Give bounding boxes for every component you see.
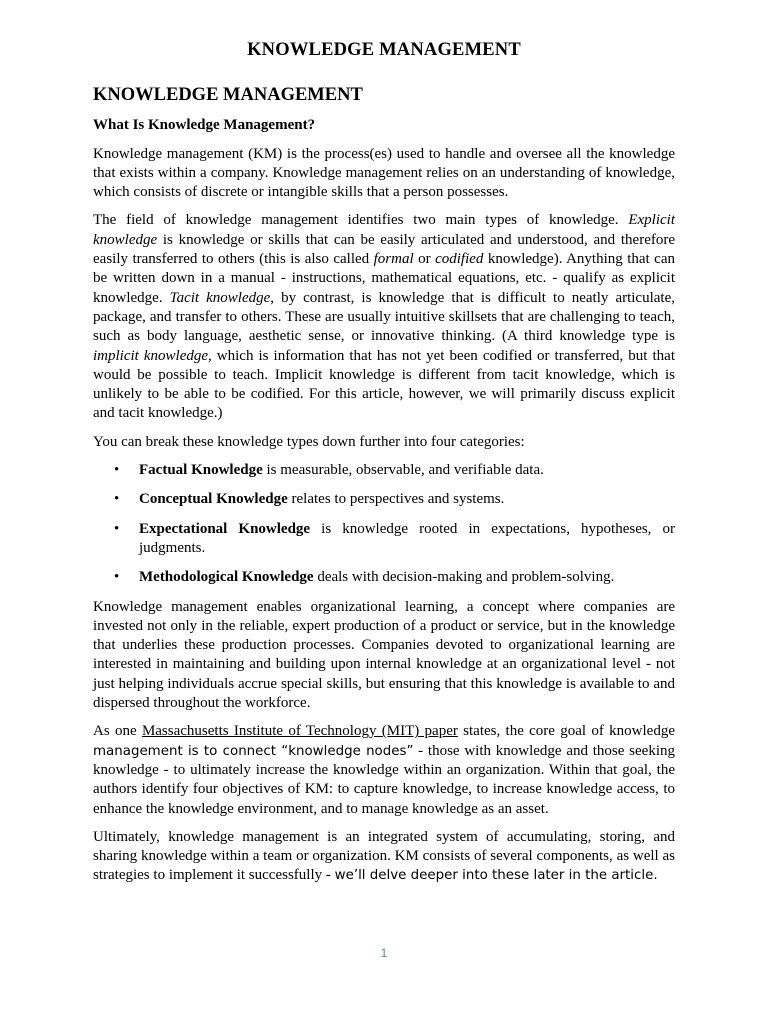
text-run: - those with knowledge and those seeking knowledge - to ultimately increase the knowledge within an organization. Within that goal, the authors identify four objectives of KM: to capture knowledge, to increase knowledge access, to enhance the knowledge environment, and to manage knowledge as an asset. [93, 742, 676, 817]
list-item-text: is measurable, observable, and verifiable data. [262, 462, 544, 479]
paragraph-categories-intro: You can break these knowledge types down further into four categories: [93, 433, 525, 450]
italic-formal: formal [373, 251, 414, 268]
paragraph-mit-paper [93, 722, 675, 818]
italic-implicit-knowledge: implicit knowledge [93, 347, 209, 364]
list-item-term: Expectational Knowledge [139, 520, 311, 537]
list-item [93, 490, 675, 509]
list-item-text: is knowledge rooted in expectations, hypotheses, or judgments. [139, 520, 676, 556]
bullet-icon: • [114, 462, 120, 479]
paragraph-km-definition: Knowledge management (KM) is the process(es) used to handle and oversee all the knowledge that exists within a company. Knowledge management relies on an understanding of knowledge, which consists of discrete or intangible skills that a person possesses. [93, 145, 675, 201]
knowledge-categories-list [93, 461, 675, 587]
document-header-title: KNOWLEDGE MANAGEMENT [247, 40, 521, 60]
list-item-text: relates to perspectives and systems. [287, 491, 505, 508]
list-item-term: Factual Knowledge [139, 462, 263, 479]
bullet-icon: • [114, 520, 120, 537]
text-run: , which is information that has not yet been codified or transferred, but that would be possible to teach. Implicit knowledge is different from tacit knowledge, which is unlikely to be able to be codified. For this article, however, we will primarily discuss explicit and tacit knowledge.) [93, 347, 675, 422]
text-run: , by contrast, is knowledge that is difficult to neatly articulate, package, and transfer to others. These are usually intuitive skillsets that are challenging to teach, such as body language, aesthetic sense, or innovative thinking. (A third knowledge type is [93, 289, 675, 345]
list-item [93, 520, 675, 559]
text-run-alt-font: management is to connect “knowledge nodes” [93, 743, 414, 759]
text-run: or [413, 251, 436, 268]
paragraph-summary [93, 828, 675, 886]
list-item [93, 461, 675, 480]
italic-explicit-knowledge: Explicit knowledge [93, 212, 675, 248]
bullet-icon: • [114, 569, 120, 586]
section-heading: KNOWLEDGE MANAGEMENT [93, 85, 363, 105]
list-item-term: Methodological Knowledge [139, 569, 314, 586]
text-run: The field of knowledge management identifies two main types of knowledge. [93, 212, 629, 229]
list-item-text: deals with decision-making and problem-solving. [313, 569, 615, 586]
bullet-icon: • [114, 491, 120, 508]
page-number: 1 [380, 946, 388, 960]
italic-codified: codified [435, 251, 484, 268]
paragraph-knowledge-types [93, 211, 675, 423]
text-run: As one [93, 723, 142, 740]
list-item-term: Conceptual Knowledge [139, 491, 288, 508]
section-subheading: What Is Knowledge Management? [93, 117, 316, 134]
mit-paper-link[interactable]: Massachusetts Institute of Technology (MIT) paper [141, 723, 458, 740]
text-run-alt-font: we’ll delve deeper into these later in the article. [334, 868, 658, 884]
text-run: states, the core goal of knowledge [457, 723, 675, 740]
document-body [93, 86, 675, 895]
paragraph-organizational-learning: Knowledge management enables organizational learning, a concept where companies are invested not only in the reliable, expert production of a product or service, but in the knowledge that underlies these production processes. Companies devoted to organizational learning are interested in maintaining and building upon internal knowledge at an organizational level - not just helping individuals accrue special skills, but ensuring that this knowledge is available to and dispersed throughout the workforce. [93, 598, 675, 712]
list-item [93, 568, 675, 587]
italic-tacit-knowledge: Tacit knowledge [169, 289, 271, 306]
text-run: Ultimately, knowledge management is an integrated system of accumulating, storing, and sharing knowledge within a team or organization. KM consists of several components, as well as strategies to implement it successfully - [93, 828, 675, 884]
text-run: knowledge). Anything that can be written down in a manual - instructions, mathematical equations, etc. - qualify as explicit knowledge. [93, 251, 675, 306]
text-run: is knowledge or skills that can be easily articulated and understood, and therefore easily transferred to others (this is also called [93, 231, 675, 268]
